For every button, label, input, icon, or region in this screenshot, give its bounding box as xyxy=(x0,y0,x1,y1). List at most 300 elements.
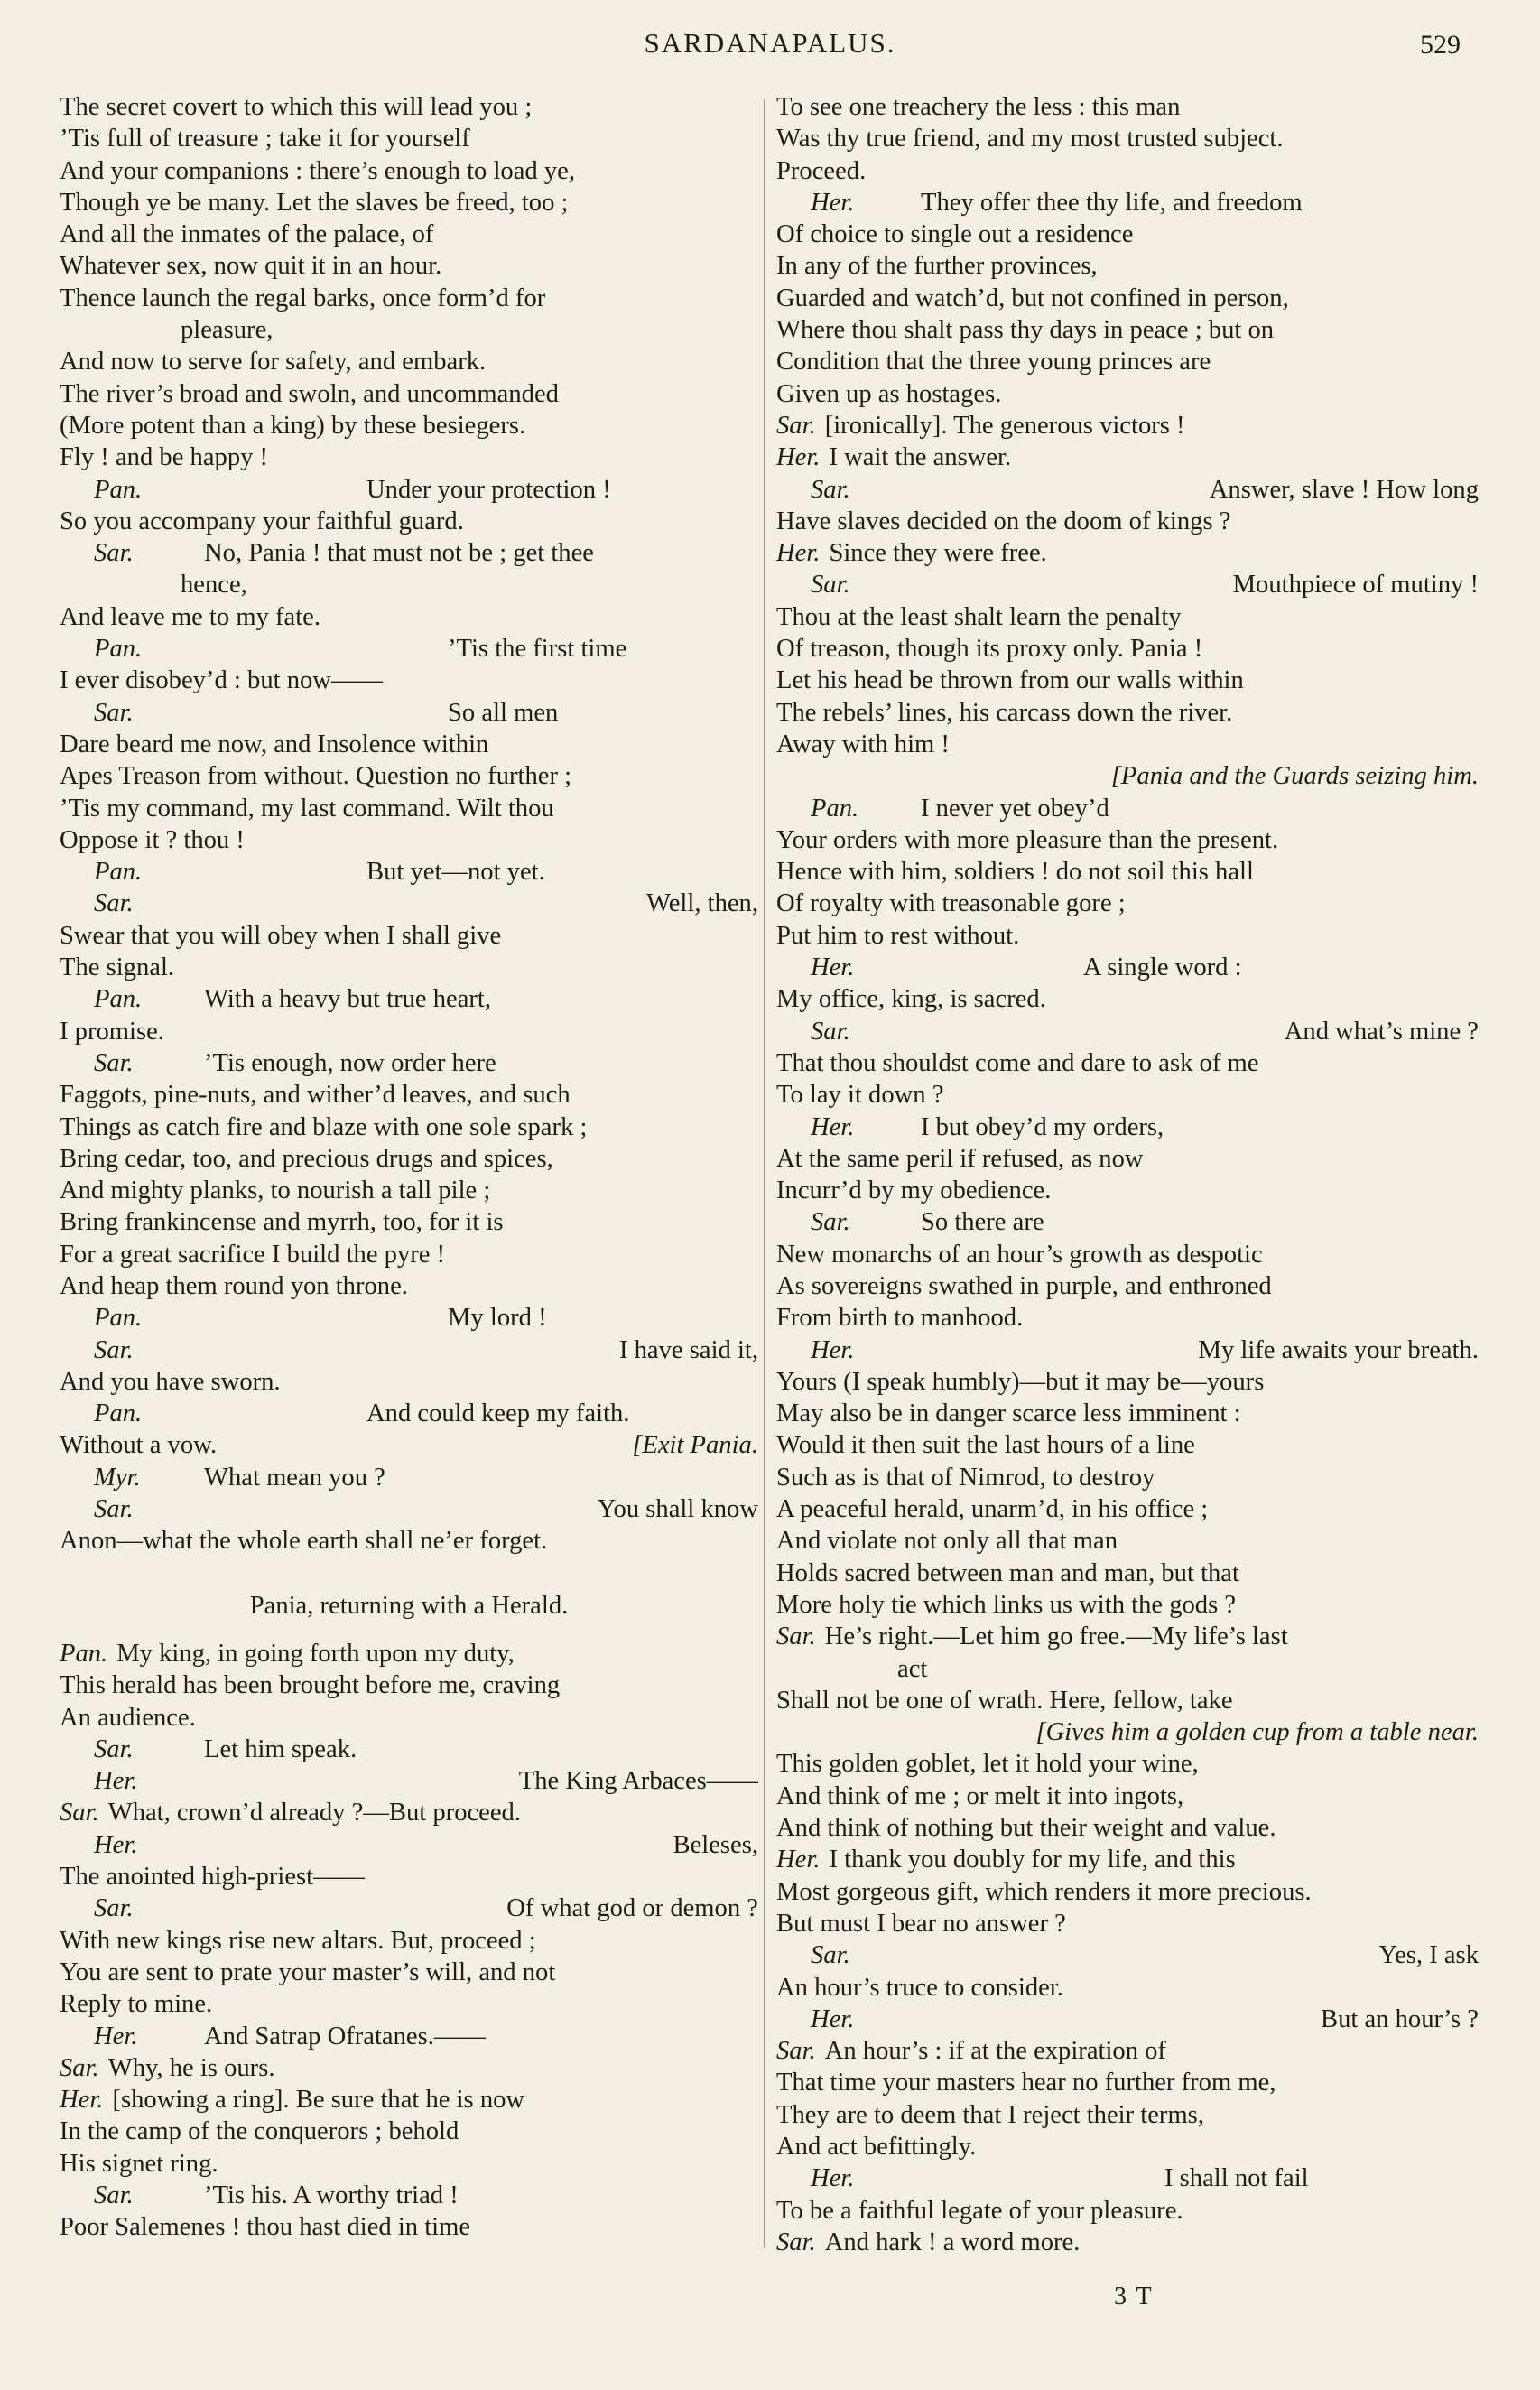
line-text: May also be in danger scarce less imminent : xyxy=(776,1400,1241,1428)
verse-line xyxy=(60,1429,758,1461)
verse-line xyxy=(60,729,758,760)
speaker-label: Sar. xyxy=(776,2037,816,2066)
line-text: My king, in going forth upon my duty, xyxy=(116,1639,515,1668)
speech-line xyxy=(776,187,1479,219)
verse-line xyxy=(60,569,758,600)
line-text: Condition that the three young princes are xyxy=(776,348,1211,377)
column-divider xyxy=(764,99,765,2248)
verse-line xyxy=(776,1589,1479,1621)
verse-line xyxy=(776,91,1479,123)
line-text: [ironically]. The generous victors ! xyxy=(824,411,1185,440)
speaker-label: Sar. xyxy=(811,475,850,504)
line-text: Given up as hostages. xyxy=(776,379,1002,408)
speaker-label: Sar. xyxy=(94,1495,134,1524)
line-text: My life awaits your breath. xyxy=(1198,1335,1479,1364)
line-text: Dare beard me now, and Insolence within xyxy=(60,730,489,758)
speaker-label: Sar. xyxy=(94,539,134,568)
verse-line xyxy=(60,2148,758,2180)
speech-line xyxy=(60,983,758,1015)
line-text: So there are xyxy=(921,1208,1044,1237)
line-text: Well, then, xyxy=(646,889,758,918)
speech-line xyxy=(60,1493,758,1525)
speaker-label: Her. xyxy=(94,2022,138,2051)
line-text: He’s right.—Let him go free.—My life’s last xyxy=(824,1623,1288,1651)
verse-line xyxy=(60,506,758,537)
speaker-label: Sar. xyxy=(776,1623,816,1651)
stage-direction: [Gives him a golden cup from a table near. xyxy=(1035,1718,1479,1747)
speaker-label: Pan. xyxy=(94,475,143,504)
line-text: Mouthpiece of mutiny ! xyxy=(1232,571,1479,600)
line-text: Of royalty with treasonable gore ; xyxy=(776,889,1126,918)
line-text: To be a faithful legate of your pleasure. xyxy=(776,2196,1183,2225)
speech-line xyxy=(60,1829,758,1861)
line-text: The King Arbaces—— xyxy=(518,1767,758,1796)
verse-line xyxy=(60,1925,758,1957)
line-text: And leave me to my fate. xyxy=(60,602,321,631)
line-text: pleasure, xyxy=(181,316,274,345)
line-text: ’Tis full of treasure ; take it for yourself xyxy=(60,125,470,153)
verse-line xyxy=(776,888,1479,919)
speaker-label: Her. xyxy=(776,539,821,568)
speech-line xyxy=(60,2052,758,2084)
verse-line xyxy=(60,155,758,187)
verse-line xyxy=(776,2195,1479,2227)
line-text: Away with him ! xyxy=(776,730,950,758)
speaker-label: Myr. xyxy=(94,1463,141,1492)
line-text: Answer, slave ! How long xyxy=(1209,475,1479,504)
speaker-label: Pan. xyxy=(94,1304,143,1333)
speaker-label: Sar. xyxy=(776,411,816,440)
speaker-label: Her. xyxy=(60,2086,104,2115)
speaker-label: Pan. xyxy=(811,794,859,823)
speech-line xyxy=(60,2021,758,2052)
line-text: Faggots, pine-nuts, and wither’d leaves, and such xyxy=(60,1081,571,1110)
verse-line xyxy=(776,1047,1479,1079)
speaker-label: Pan. xyxy=(94,985,143,1014)
verse-line xyxy=(60,1669,758,1701)
line-text: What, crown’d already ?—But proceed. xyxy=(107,1799,522,1827)
line-text: Poor Salemenes ! thou hast died in time xyxy=(60,2213,471,2242)
verse-line xyxy=(60,187,758,219)
verse-line xyxy=(60,793,758,824)
line-text: The river’s broad and swoln, and uncommanded xyxy=(60,379,559,408)
section-gap xyxy=(60,1558,758,1574)
speech-line xyxy=(776,1939,1479,1971)
verse-line xyxy=(60,952,758,983)
line-text: The rebels’ lines, his carcass down the river. xyxy=(776,698,1233,727)
speech-line xyxy=(60,888,758,919)
verse-line xyxy=(776,283,1479,314)
verse-line xyxy=(776,2099,1479,2131)
line-text: This golden goblet, let it hold your wine, xyxy=(776,1750,1199,1779)
verse-line xyxy=(60,1111,758,1143)
line-text: To lay it down ? xyxy=(776,1081,944,1110)
verse-line xyxy=(776,219,1479,250)
line-text: act xyxy=(897,1654,928,1683)
line-text: Apes Treason from without. Question no further ; xyxy=(60,762,572,791)
speech-line xyxy=(776,569,1479,600)
line-text: Bring frankincense and myrrh, too, for it is xyxy=(60,1208,504,1237)
verse-line xyxy=(60,824,758,856)
verse-line xyxy=(776,601,1479,633)
line-text: Why, he is ours. xyxy=(107,2053,275,2082)
verse-line xyxy=(60,2211,758,2243)
speaker-label: Sar. xyxy=(94,1048,134,1077)
verse-line xyxy=(776,856,1479,888)
stage-direction: [Pania and the Guards seizing him. xyxy=(1110,762,1479,791)
line-text: My lord ! xyxy=(448,1304,547,1333)
speaker-label: Sar. xyxy=(94,2181,134,2209)
speaker-label: Sar. xyxy=(60,2053,99,2082)
line-text: Have slaves decided on the doom of kings ? xyxy=(776,507,1231,535)
speech-line xyxy=(776,537,1479,569)
line-text: An hour’s : if at the expiration of xyxy=(824,2037,1166,2066)
line-text: Bring cedar, too, and precious drugs and spices, xyxy=(60,1144,553,1173)
verse-line xyxy=(60,1016,758,1047)
speech-line xyxy=(60,537,758,569)
line-text: As sovereigns swathed in purple, and enthroned xyxy=(776,1271,1272,1300)
verse-line xyxy=(60,1861,758,1892)
verse-line xyxy=(60,1702,758,1734)
verse-line xyxy=(60,1957,758,1988)
verse-line xyxy=(776,1908,1479,1939)
verse-line xyxy=(776,1366,1479,1398)
speaker-label: Her. xyxy=(811,188,855,217)
line-text: For a great sacrifice I build the pyre ! xyxy=(60,1240,446,1269)
right-column xyxy=(776,91,1479,2258)
line-text: Thence launch the regal barks, once form’d for xyxy=(60,284,546,312)
speech-line xyxy=(60,633,758,665)
line-text: Would it then suit the last hours of a line xyxy=(776,1431,1195,1460)
speech-line xyxy=(776,952,1479,983)
line-text: ’Tis his. A worthy triad ! xyxy=(204,2181,459,2209)
signature-mark: 3 T xyxy=(1114,2283,1154,2311)
verse-line xyxy=(776,123,1479,154)
verse-line xyxy=(776,378,1479,410)
line-text: And act befittingly. xyxy=(776,2133,977,2161)
line-text: And heap them round yon throne. xyxy=(60,1271,408,1300)
line-text: Let his head be thrown from our walls within xyxy=(776,666,1244,695)
line-text: With new kings rise new altars. But, proceed ; xyxy=(60,1926,536,1955)
line-text: What mean you ? xyxy=(204,1463,385,1492)
speech-line xyxy=(60,1047,758,1079)
line-text: hence, xyxy=(181,571,247,600)
line-text: Swear that you will obey when I shall give xyxy=(60,921,502,950)
line-text: I thank you doubly for my life, and this xyxy=(829,1846,1236,1874)
speech-line xyxy=(60,1765,758,1797)
verse-line xyxy=(60,219,758,250)
speech-line xyxy=(60,1302,758,1334)
speaker-label: Sar. xyxy=(811,1941,850,1970)
line-text: So you accompany your faithful guard. xyxy=(60,507,464,535)
line-text: I shall not fail xyxy=(1164,2164,1309,2193)
verse-line xyxy=(776,1748,1479,1780)
line-text: Yours (I speak humbly)—but it may be—yours xyxy=(776,1367,1265,1396)
line-text: Most gorgeous gift, which renders it more precious. xyxy=(776,1877,1312,1906)
verse-line xyxy=(776,1876,1479,1908)
line-text: With a heavy but true heart, xyxy=(204,985,492,1014)
verse-line xyxy=(776,633,1479,665)
speech-line xyxy=(776,2004,1479,2035)
speech-line xyxy=(60,1892,758,1924)
verse-line xyxy=(776,983,1479,1015)
verse-line xyxy=(776,1429,1479,1461)
left-column xyxy=(60,91,758,2244)
line-text: Was thy true friend, and my most trusted subject. xyxy=(776,125,1284,153)
line-text: Put him to rest without. xyxy=(776,921,1020,950)
verse-line xyxy=(60,920,758,952)
line-text: The secret covert to which this will lead you ; xyxy=(60,93,533,121)
line-text: An hour’s truce to consider. xyxy=(776,1973,1063,2002)
speech-line xyxy=(60,1462,758,1493)
speaker-label: Her. xyxy=(811,2164,855,2193)
line-text: Of what god or demon ? xyxy=(506,1894,758,1923)
line-text: Of treason, though its proxy only. Pania ! xyxy=(776,635,1203,664)
line-text: ’Tis my command, my last command. Wilt thou xyxy=(60,794,554,823)
line-text: From birth to manhood. xyxy=(776,1304,1024,1333)
speech-line xyxy=(776,1016,1479,1047)
verse-line xyxy=(776,1302,1479,1334)
verse-line xyxy=(776,1175,1479,1206)
speaker-label: Sar. xyxy=(94,1734,134,1763)
line-text: Incurr’d by my obedience. xyxy=(776,1176,1052,1205)
line-text: But an hour’s ? xyxy=(1321,2004,1479,2033)
verse-line xyxy=(776,506,1479,537)
verse-line xyxy=(60,760,758,792)
line-text: Guarded and watch’d, but not confined in person, xyxy=(776,284,1289,312)
line-text: So all men xyxy=(448,698,559,727)
verse-line xyxy=(776,1462,1479,1493)
line-text: Hence with him, soldiers ! do not soil this hall xyxy=(776,858,1254,887)
line-text: This herald has been brought before me, craving xyxy=(60,1671,561,1700)
verse-line xyxy=(776,920,1479,952)
speaker-label: Her. xyxy=(94,1830,138,1859)
verse-line xyxy=(776,1972,1479,2004)
line-text: A peaceful herald, unarm’d, in his office ; xyxy=(776,1495,1209,1524)
verse-line xyxy=(776,1525,1479,1557)
line-text: Such as is that of Nimrod, to destroy xyxy=(776,1463,1155,1492)
speech-line xyxy=(60,1734,758,1765)
verse-line xyxy=(60,442,758,473)
line-text: You are sent to prate your master’s will, and not xyxy=(60,1958,556,1986)
line-text: Reply to mine. xyxy=(60,1990,213,2019)
line-text: Holds sacred between man and man, but that xyxy=(776,1558,1239,1587)
verse-line xyxy=(776,1270,1479,1302)
page-header xyxy=(0,27,1540,72)
speaker-label: Her. xyxy=(94,1767,138,1796)
verse-line xyxy=(60,1525,758,1557)
line-text: His signet ring. xyxy=(60,2149,218,2178)
line-text: Though ye be many. Let the slaves be freed, too ; xyxy=(60,188,569,217)
line-text: New monarchs of an hour’s growth as despotic xyxy=(776,1240,1263,1269)
verse-line xyxy=(776,1398,1479,1429)
line-text: And mighty planks, to nourish a tall pile ; xyxy=(60,1176,491,1205)
line-text: At the same peril if refused, as now xyxy=(776,1144,1144,1173)
line-text: No, Pania ! that must not be ; get thee xyxy=(204,539,594,568)
speech-line xyxy=(776,410,1479,442)
verse-line xyxy=(776,1781,1479,1812)
verse-line xyxy=(60,2116,758,2147)
line-text: To see one treachery the less : this man xyxy=(776,93,1181,121)
verse-line xyxy=(60,378,758,410)
speaker-label: Sar. xyxy=(94,1335,134,1364)
line-text: But yet—not yet. xyxy=(366,858,545,887)
line-text: And think of me ; or melt it into ingots, xyxy=(776,1781,1184,1810)
verse-line xyxy=(776,2131,1479,2162)
speech-line xyxy=(776,1111,1479,1143)
line-text: Proceed. xyxy=(776,156,867,185)
speech-line xyxy=(60,697,758,729)
exit-direction: [Exit Pania. xyxy=(632,1431,758,1460)
verse-line xyxy=(60,665,758,696)
line-text: My office, king, is sacred. xyxy=(776,985,1046,1014)
speaker-label: Her. xyxy=(776,443,821,472)
speaker-label: Sar. xyxy=(811,1208,850,1237)
speech-line xyxy=(60,2180,758,2211)
verse-line xyxy=(60,410,758,442)
verse-line xyxy=(60,1366,758,1398)
speaker-label: Her. xyxy=(811,2004,855,2033)
speech-line xyxy=(776,442,1479,473)
speaker-label: Sar. xyxy=(94,1894,134,1923)
verse-line xyxy=(776,1143,1479,1175)
speech-line xyxy=(776,1334,1479,1366)
line-text: Yes, I ask xyxy=(1378,1941,1479,1970)
speaker-label: Pan. xyxy=(60,1639,108,1668)
line-text: I but obey’d my orders, xyxy=(921,1112,1164,1141)
line-text: ’Tis the first time xyxy=(448,635,627,664)
verse-line xyxy=(776,697,1479,729)
line-text: In any of the further provinces, xyxy=(776,252,1098,281)
line-text: But must I bear no answer ? xyxy=(776,1909,1066,1938)
verse-line xyxy=(60,1239,758,1270)
line-text: Where thou shalt pass thy days in peace ; but on xyxy=(776,316,1275,345)
verse-line xyxy=(776,2067,1479,2098)
speaker-label: Sar. xyxy=(811,1017,850,1046)
line-text: And what’s mine ? xyxy=(1284,1017,1479,1046)
line-text: Of choice to single out a residence xyxy=(776,220,1134,249)
line-text: And violate not only all that man xyxy=(776,1527,1118,1556)
speech-line xyxy=(60,1638,758,1669)
line-text: They are to deem that I reject their terms, xyxy=(776,2100,1204,2129)
line-text: (More potent than a king) by these besiegers. xyxy=(60,411,526,440)
line-text: Whatever sex, now quit it in an hour. xyxy=(60,252,442,281)
line-text: And could keep my faith. xyxy=(366,1400,630,1428)
line-text: Oppose it ? thou ! xyxy=(60,825,245,854)
verse-line xyxy=(776,1079,1479,1111)
speaker-label: Pan. xyxy=(94,635,143,664)
verse-line xyxy=(776,1653,1479,1685)
speech-line xyxy=(776,474,1479,506)
line-text: The anointed high-priest—— xyxy=(60,1863,366,1892)
line-text: And now to serve for safety, and embark. xyxy=(60,348,487,377)
verse-line xyxy=(60,1175,758,1206)
speech-line xyxy=(776,2227,1479,2258)
stage-heading: Pania, returning with a Herald. xyxy=(249,1591,569,1620)
line-text: Without a vow. xyxy=(60,1431,218,1460)
line-text: ’Tis enough, now order here xyxy=(204,1048,496,1077)
line-text: And think of nothing but their weight and value. xyxy=(776,1814,1276,1843)
verse-line xyxy=(776,1239,1479,1270)
speech-line xyxy=(776,2162,1479,2194)
verse-line xyxy=(60,283,758,314)
verse-line xyxy=(60,1988,758,2020)
speaker-label: Sar. xyxy=(94,889,134,918)
speech-line xyxy=(776,1621,1479,1652)
line-text: [showing a ring]. Be sure that he is now xyxy=(112,2086,525,2115)
speaker-label: Pan. xyxy=(94,858,143,887)
line-text: And your companions : there’s enough to load ye, xyxy=(60,156,575,185)
line-text: The signal. xyxy=(60,953,175,982)
verse-line xyxy=(60,314,758,346)
speech-line xyxy=(60,474,758,506)
speaker-label: Sar. xyxy=(776,2227,816,2256)
speaker-label: Her. xyxy=(776,1846,821,1874)
speech-line xyxy=(60,1797,758,1828)
verse-line xyxy=(776,250,1479,282)
verse-line xyxy=(776,1493,1479,1525)
verse-line xyxy=(776,729,1479,760)
line-text: An audience. xyxy=(60,1703,196,1732)
line-text: More holy tie which links us with the gods ? xyxy=(776,1590,1237,1619)
speech-line xyxy=(60,856,758,888)
running-title: SARDANAPALUS. xyxy=(644,27,896,59)
line-text: That thou shouldst come and dare to ask of me xyxy=(776,1048,1259,1077)
verse-line xyxy=(60,1206,758,1238)
speaker-label: Her. xyxy=(811,953,855,982)
line-text: I wait the answer. xyxy=(829,443,1012,472)
line-text: And you have sworn. xyxy=(60,1367,281,1396)
verse-line xyxy=(776,1685,1479,1716)
verse-line xyxy=(60,1079,758,1111)
speaker-label: Sar. xyxy=(811,571,850,600)
speech-line xyxy=(776,1206,1479,1238)
speech-line xyxy=(776,2035,1479,2067)
line-text: That time your masters hear no further from me, xyxy=(776,2069,1276,2097)
line-text: And hark ! a word more. xyxy=(824,2227,1081,2256)
verse-line xyxy=(776,155,1479,187)
line-text: Under your protection ! xyxy=(366,475,611,504)
speaker-label: Her. xyxy=(811,1112,855,1141)
line-text: Let him speak. xyxy=(204,1734,357,1763)
line-text: I ever disobey’d : but now—— xyxy=(60,666,384,695)
speech-line xyxy=(776,1844,1479,1875)
verse-line xyxy=(60,91,758,123)
verse-line xyxy=(776,824,1479,856)
speech-line xyxy=(776,793,1479,824)
line-text: They offer thee thy life, and freedom xyxy=(921,188,1303,217)
speaker-label: Sar. xyxy=(94,698,134,727)
line-text: I never yet obey’d xyxy=(921,794,1109,823)
line-text: A single word : xyxy=(1083,953,1242,982)
line-text: Beleses, xyxy=(673,1830,758,1859)
speaker-label: Sar. xyxy=(60,1799,99,1827)
line-text: And all the inmates of the palace, of xyxy=(60,220,434,249)
line-text: Thou at the least shalt learn the penalty xyxy=(776,602,1182,631)
verse-line xyxy=(60,346,758,377)
line-text: I promise. xyxy=(60,1017,164,1046)
verse-line xyxy=(776,314,1479,346)
line-text: Shall not be one of wrath. Here, fellow, take xyxy=(776,1686,1233,1715)
verse-line xyxy=(776,346,1479,377)
verse-line xyxy=(60,1143,758,1175)
verse-line xyxy=(60,1270,758,1302)
page-number: 529 xyxy=(1420,30,1461,60)
line-text: I have said it, xyxy=(618,1335,758,1364)
speaker-label: Pan. xyxy=(94,1400,143,1428)
speech-line xyxy=(60,1334,758,1366)
line-text: And Satrap Ofratanes.—— xyxy=(204,2022,487,2051)
